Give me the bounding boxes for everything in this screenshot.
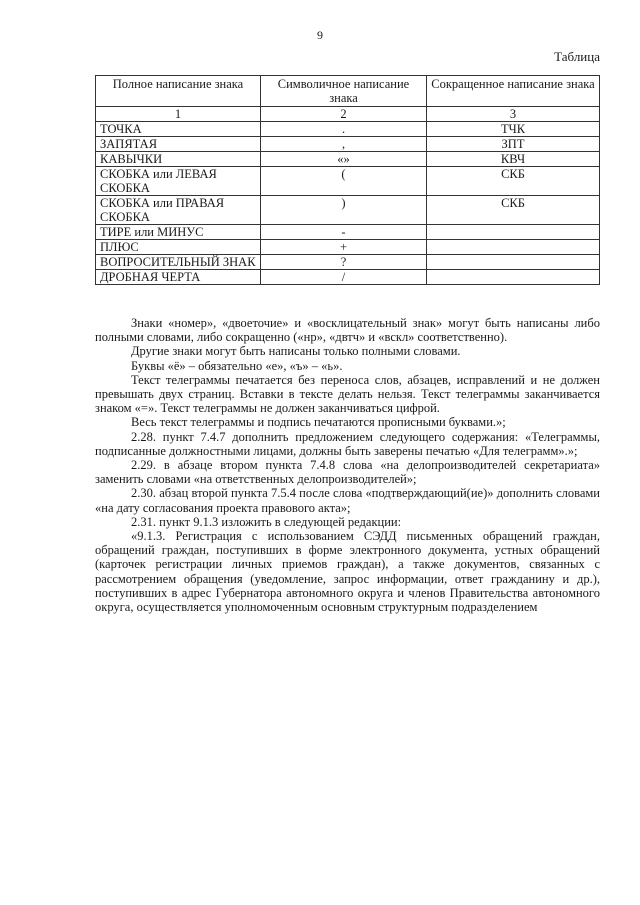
sign-symbol: «» [261, 152, 427, 167]
sign-symbol: ) [261, 196, 427, 225]
sign-symbol: . [261, 122, 427, 137]
table-row [96, 122, 600, 137]
paragraph: 2.29. в абзаце втором пункта 7.4.8 слова «на делопроизводителей секретариата» заменить словами «на ответственных делопроизводителей»; [95, 458, 600, 487]
sign-symbol: + [261, 240, 427, 255]
table-row [96, 137, 600, 152]
page-number: 9 [317, 28, 323, 42]
sign-name: ЗАПЯТАЯ [96, 137, 261, 152]
sign-symbol: ( [261, 167, 427, 196]
header-abbreviation: Сокращенное написание знака [427, 76, 600, 107]
paragraph: Знаки «номер», «двоеточие» и «восклицательный знак» могут быть написаны либо полными словами, либо сокращенно («нр», «двтч» и «вскл» соответственно). [95, 316, 600, 345]
column-number: 3 [427, 107, 600, 122]
sign-abbreviation: КВЧ [427, 152, 600, 167]
paragraph: 2.28. пункт 7.4.7 дополнить предложением следующего содержания: «Телеграммы, подписанные должностными лицами, должны быть заверены печатью «Для телеграмм».»; [95, 429, 600, 458]
column-number: 1 [96, 107, 261, 122]
sign-abbreviation [427, 225, 600, 240]
sign-symbol: / [261, 270, 427, 285]
paragraph: Текст телеграммы печатается без переноса слов, абзацев, исправлений и не должен превышать двух страниц. Вставки в тексте делать нельзя. Текст телеграммы заканчивается знаком «=». Текст телеграммы не должен заканчиваться цифрой. [95, 372, 600, 416]
sign-name: СКОБКА или ЛЕВАЯ СКОБКА [96, 167, 261, 196]
header-symbol: Символичное написание знака [261, 76, 427, 107]
table-caption: Таблица [554, 49, 600, 64]
sign-abbreviation: СКБ [427, 196, 600, 225]
sign-abbreviation: ТЧК [427, 122, 600, 137]
sign-name: СКОБКА или ПРАВАЯ СКОБКА [96, 196, 261, 225]
table-row [96, 240, 600, 255]
table-row [96, 152, 600, 167]
sign-abbreviation [427, 270, 600, 285]
header-full-name: Полное написание знака [96, 76, 261, 107]
sign-abbreviation [427, 240, 600, 255]
paragraph: Весь текст телеграммы и подпись печатаются прописными буквами.»; [131, 415, 506, 430]
table-row [96, 270, 600, 285]
table-row [96, 225, 600, 240]
table-row [96, 196, 600, 225]
paragraph: 2.31. пункт 9.1.3 изложить в следующей редакции: [131, 514, 402, 529]
sign-symbol: - [261, 225, 427, 240]
sign-name: ПЛЮС [96, 240, 261, 255]
signs-table [95, 75, 600, 285]
sign-name: ТИРЕ или МИНУС [96, 225, 261, 240]
sign-abbreviation: СКБ [427, 167, 600, 196]
sign-name: ДРОБНАЯ ЧЕРТА [96, 270, 261, 285]
sign-name: ВОПРОСИТЕЛЬНЫЙ ЗНАК [96, 255, 261, 270]
paragraph: Другие знаки могут быть написаны только полными словами. [131, 344, 461, 359]
column-number: 2 [261, 107, 427, 122]
paragraph: 2.30. абзац второй пункта 7.5.4 после слова «подтверждающий(ие)» дополнить словами «на дату согласования проекта правового акта»; [95, 486, 600, 515]
paragraph: Буквы «ё» – обязательно «е», «ъ» – «ь». [131, 358, 343, 373]
table-row [96, 255, 600, 270]
sign-symbol: , [261, 137, 427, 152]
sign-abbreviation [427, 255, 600, 270]
paragraph: «9.1.3. Регистрация с использованием СЭДД письменных обращений граждан, обращений граждан, поступивших в форме электронного документа, устных обращений (карточек регистрации личных приемов граждан), а также документов, связанных с рассмотрением обращения (уведомление, запрос информации, ответ гражданину и др.), поступивших в адрес Губернатора автономного округа и членов Правительства автономного округа, осуществляется уполномоченным основным структурным подразделением [95, 529, 600, 615]
sign-name: ТОЧКА [96, 122, 261, 137]
sign-abbreviation: ЗПТ [427, 137, 600, 152]
table-row [96, 167, 600, 196]
sign-symbol: ? [261, 255, 427, 270]
table-header-row [96, 76, 600, 107]
sign-name: КАВЫЧКИ [96, 152, 261, 167]
body-text [95, 316, 600, 614]
table-column-numbers [96, 107, 600, 122]
